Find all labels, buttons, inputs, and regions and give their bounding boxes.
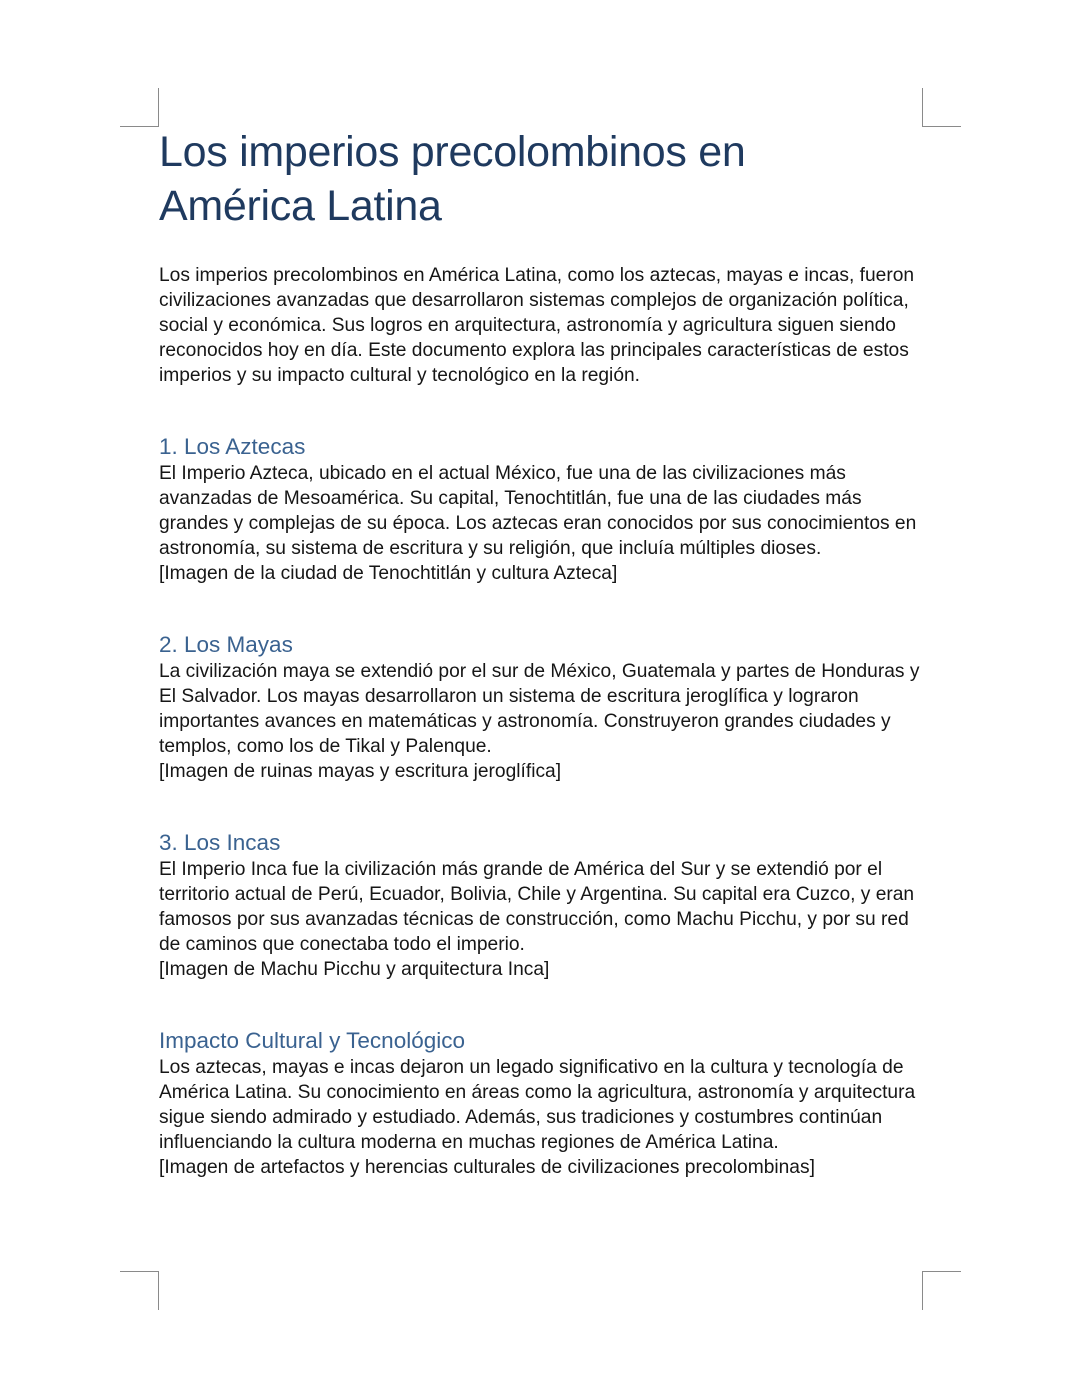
section-heading: Impacto Cultural y Tecnológico <box>159 1028 465 1053</box>
image-placeholder: [Imagen de la ciudad de Tenochtitlán y cultura Azteca] <box>159 563 618 584</box>
image-placeholder: [Imagen de artefactos y herencias culturales de civilizaciones precolombinas] <box>159 1157 815 1178</box>
document-page <box>159 125 929 1180</box>
crop-mark-bottom-left <box>120 1271 159 1310</box>
section-heading: 1. Los Aztecas <box>159 434 306 459</box>
crop-mark-top-right <box>922 88 961 127</box>
section-mayas <box>159 631 929 784</box>
section-heading: 3. Los Incas <box>159 830 281 855</box>
title-line-1: Los imperios precolombinos en <box>159 128 746 176</box>
section-aztecas <box>159 433 929 586</box>
section-body: El Imperio Azteca, ubicado en el actual México, fue una de las civilizaciones más avanzadas de Mesoamérica. Su capital, Tenochtitlán, fue una de las ciudades más grandes y complejas de su época. Los aztecas eran conocidos por sus conocimientos en astronomía, su sistema de escritura y su religión, que incluía múltiples dioses. <box>159 463 917 559</box>
crop-mark-top-left <box>120 88 159 127</box>
section-impacto <box>159 1027 929 1180</box>
section-heading: 2. Los Mayas <box>159 632 293 657</box>
section-incas <box>159 829 929 982</box>
document-title <box>159 125 929 233</box>
image-placeholder: [Imagen de ruinas mayas y escritura jeroglífica] <box>159 761 562 782</box>
section-body: Los aztecas, mayas e incas dejaron un legado significativo en la cultura y tecnología de América Latina. Su conocimiento en áreas como la agricultura, astronomía y arquitectura sigue siendo admirado y estudiado. Además, sus tradiciones y costumbres continúan influenciando la cultura moderna en muchas regiones de América Latina. <box>159 1057 916 1153</box>
image-placeholder: [Imagen de Machu Picchu y arquitectura Inca] <box>159 959 550 980</box>
section-body: El Imperio Inca fue la civilización más grande de América del Sur y se extendió por el territorio actual de Perú, Ecuador, Bolivia, Chile y Argentina. Su capital era Cuzco, y eran famosos por sus avanzadas técnicas de construcción, como Machu Picchu, y por su red de caminos que conectaba todo el imperio. <box>159 859 915 955</box>
section-body: La civilización maya se extendió por el sur de México, Guatemala y partes de Honduras y El Salvador. Los mayas desarrollaron un sistema de escritura jeroglífica y lograron importantes avances en matemáticas y astronomía. Construyeron grandes ciudades y templos, como los de Tikal y Palenque. <box>159 661 920 757</box>
crop-mark-bottom-right <box>922 1271 961 1310</box>
intro-paragraph: Los imperios precolombinos en América Latina, como los aztecas, mayas e incas, fueron civilizaciones avanzadas que desarrollaron sistemas complejos de organización política, social y económica. Sus logros en arquitectura, astronomía y agricultura siguen siendo reconocidos hoy en día. Este documento explora las principales características de estos imperios y su impacto cultural y tecnológico en la región. <box>159 265 915 386</box>
title-line-2: América Latina <box>159 182 442 230</box>
